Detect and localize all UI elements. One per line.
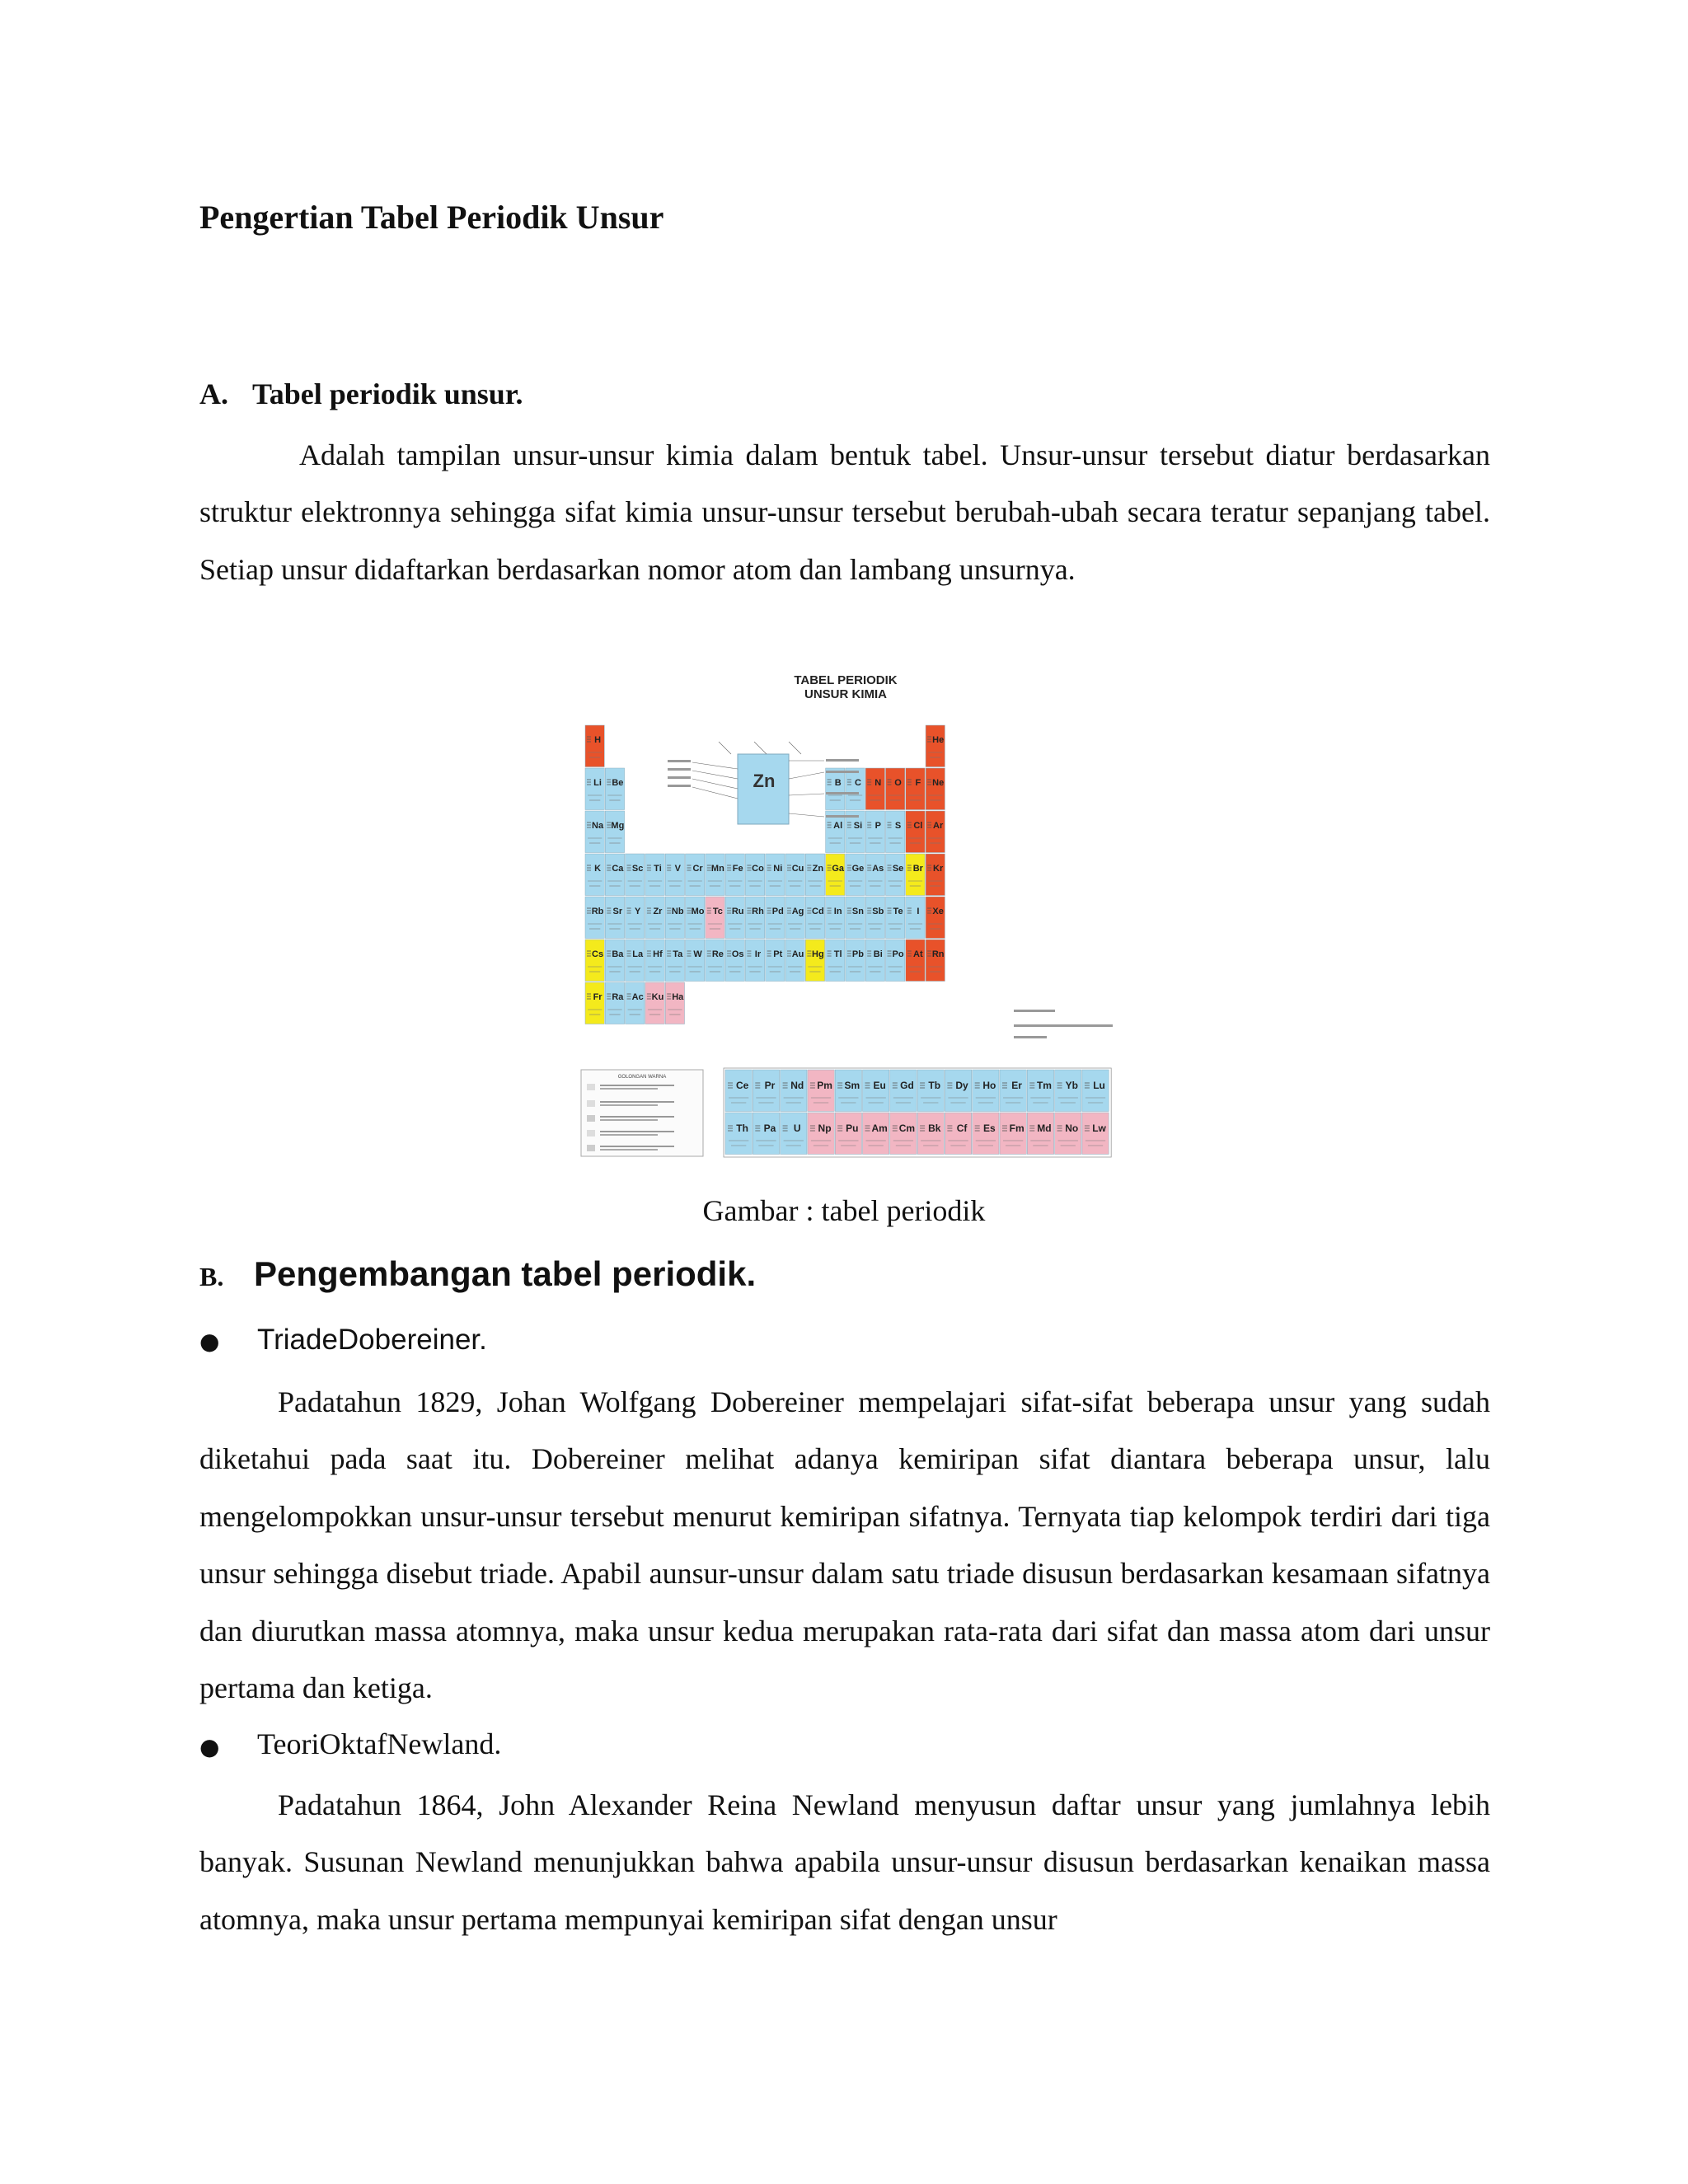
section-b-title: Pengembangan tabel periodik. — [254, 1254, 757, 1293]
element-cell — [645, 940, 664, 982]
element-symbol: He — [932, 735, 945, 745]
f-block-cell — [945, 1113, 971, 1155]
element-symbol: Cm — [898, 1122, 916, 1134]
element-symbol: Zr — [653, 907, 663, 916]
element-symbol: Y — [634, 907, 641, 916]
element-symbol: Be — [612, 778, 624, 788]
element-cell — [605, 897, 624, 939]
section-a-heading — [199, 377, 523, 411]
f-block-cell — [1000, 1070, 1026, 1112]
element-cell — [865, 940, 884, 982]
periodic-table-figure — [577, 663, 1212, 1162]
element-symbol: Pa — [763, 1122, 776, 1134]
element-symbol: Ir — [754, 949, 762, 959]
element-symbol: Md — [1037, 1122, 1052, 1134]
element-symbol: K — [594, 864, 602, 874]
element-symbol: Sr — [612, 907, 623, 916]
element-cell — [926, 940, 945, 982]
bullet-oktaf-title: TeoriOktafNewland. — [257, 1727, 502, 1760]
element-cell — [605, 768, 624, 810]
element-symbol: Fe — [732, 864, 743, 874]
element-cell — [626, 897, 645, 939]
legend-box — [581, 1070, 703, 1156]
legend-title: GOLONGAN WARNA — [617, 1075, 667, 1080]
element-cell — [846, 854, 865, 896]
element-cell — [926, 854, 945, 896]
element-symbol: Tl — [833, 949, 842, 959]
element-cell — [886, 897, 905, 939]
element-symbol: H — [594, 735, 602, 745]
section-b-label: B. — [199, 1262, 224, 1291]
element-symbol: La — [632, 949, 644, 959]
element-symbol: Cd — [812, 907, 824, 916]
element-symbol: F — [915, 778, 921, 788]
element-cell — [745, 940, 764, 982]
element-symbol: Yb — [1065, 1080, 1078, 1091]
element-cell — [686, 940, 705, 982]
element-cell — [805, 854, 824, 896]
element-symbol: Ha — [672, 992, 684, 1002]
f-block-cell — [808, 1113, 834, 1155]
element-cell — [826, 940, 845, 982]
element-symbol: Dy — [955, 1080, 968, 1091]
element-symbol: Lu — [1093, 1080, 1105, 1091]
element-symbol: Fm — [1009, 1122, 1025, 1134]
f-block-cell — [753, 1070, 779, 1112]
f-block-cell — [1027, 1113, 1053, 1155]
element-cell — [745, 854, 764, 896]
f-block-cell — [1055, 1113, 1081, 1155]
f-block-cell — [863, 1070, 889, 1112]
element-symbol: Fr — [593, 992, 603, 1002]
element-cell — [585, 725, 604, 767]
f-block-cell — [890, 1113, 917, 1155]
element-cell — [725, 854, 744, 896]
element-symbol: Rh — [752, 907, 764, 916]
f-block-cell — [725, 1070, 752, 1112]
element-symbol: B — [834, 778, 842, 788]
element-symbol: Am — [871, 1122, 888, 1134]
figure-caption: Gambar : tabel periodik — [702, 1194, 986, 1227]
element-cell — [785, 897, 804, 939]
element-symbol: Cf — [956, 1122, 968, 1134]
element-symbol: Ac — [631, 992, 644, 1002]
element-cell — [745, 897, 764, 939]
element-cell — [826, 854, 845, 896]
element-symbol: Te — [893, 907, 903, 916]
element-cell — [865, 854, 884, 896]
element-symbol: Sm — [844, 1080, 860, 1091]
element-symbol: Pb — [851, 949, 864, 959]
element-symbol: Ag — [791, 907, 804, 916]
element-cell — [846, 768, 865, 810]
element-cell — [926, 725, 945, 767]
element-cell — [766, 854, 785, 896]
element-symbol: Li — [593, 778, 602, 788]
element-cell — [645, 854, 664, 896]
element-cell — [785, 854, 804, 896]
element-cell — [906, 897, 925, 939]
element-symbol: Ne — [932, 778, 945, 788]
element-cell — [926, 768, 945, 810]
element-symbol: Np — [818, 1122, 832, 1134]
element-symbol: Os — [731, 949, 744, 959]
element-symbol: In — [833, 907, 842, 916]
element-symbol: Po — [892, 949, 904, 959]
element-cell — [626, 854, 645, 896]
page-title: Pengertian Tabel Periodik Unsur — [199, 199, 664, 236]
element-cell — [766, 897, 785, 939]
element-symbol: Mo — [691, 907, 705, 916]
section-a-label: A. — [199, 377, 228, 410]
element-symbol: Xe — [932, 907, 944, 916]
element-symbol: Si — [853, 821, 863, 831]
element-symbol: Cr — [692, 864, 703, 874]
element-cell — [706, 854, 724, 896]
element-cell — [665, 854, 684, 896]
element-cell — [585, 854, 604, 896]
element-cell — [846, 940, 865, 982]
element-cell — [906, 854, 925, 896]
element-cell — [826, 768, 845, 810]
periodic-table-image — [577, 663, 1212, 1162]
element-symbol: Ca — [612, 864, 624, 874]
element-symbol: Nd — [790, 1080, 804, 1091]
element-symbol: Sn — [851, 907, 864, 916]
f-block-cell — [1055, 1070, 1081, 1112]
element-symbol: As — [872, 864, 884, 874]
f-block-cell — [1000, 1113, 1026, 1155]
element-symbol: Zn — [812, 864, 824, 874]
element-cell — [805, 940, 824, 982]
f-block-cell — [1082, 1070, 1109, 1112]
section-a-paragraph — [199, 427, 1490, 598]
element-symbol: Tm — [1036, 1080, 1052, 1091]
f-block-cell — [781, 1113, 807, 1155]
element-symbol: Mn — [710, 864, 724, 874]
bullet-triade — [199, 1324, 487, 1357]
element-symbol: P — [874, 821, 881, 831]
f-block-cell — [917, 1070, 944, 1112]
element-cell — [926, 897, 945, 939]
f-block-cell — [863, 1113, 889, 1155]
element-symbol: Ba — [612, 949, 624, 959]
element-symbol: Pm — [817, 1080, 832, 1091]
element-cell — [785, 940, 804, 982]
element-symbol: Ho — [982, 1080, 996, 1091]
element-cell — [665, 940, 684, 982]
element-symbol: Pd — [771, 907, 784, 916]
element-symbol: Br — [912, 864, 923, 874]
element-cell — [706, 897, 724, 939]
element-symbol: Bi — [873, 949, 883, 959]
element-symbol: Au — [791, 949, 804, 959]
element-symbol: Se — [892, 864, 904, 874]
element-symbol: Es — [983, 1122, 996, 1134]
element-cell — [865, 897, 884, 939]
bullet-triade-title: TriadeDobereiner. — [257, 1324, 487, 1356]
element-symbol: Pt — [773, 949, 783, 959]
element-symbol: Th — [736, 1122, 748, 1134]
element-symbol: V — [674, 864, 681, 874]
element-symbol: Cu — [791, 864, 804, 874]
oktaf-text: Padatahun 1864, John Alexander Reina Newland menyusun daftar unsur yang jumlahnya lebih banyak. Susunan Newland menunjukkan bahwa apabila unsur-unsur disusun berdasarkan kenaikan massa atomnya, maka unsur pertama mempunyai kemiripan sifat dengan unsur — [199, 1788, 1490, 1936]
element-symbol: W — [693, 949, 702, 959]
element-cell — [626, 940, 645, 982]
element-symbol: Eu — [873, 1080, 886, 1091]
element-cell — [626, 982, 645, 1024]
element-symbol: Al — [833, 821, 843, 831]
element-cell — [686, 897, 705, 939]
bullet-oktaf — [199, 1727, 501, 1761]
element-cell — [926, 811, 945, 853]
f-block-cell — [890, 1070, 917, 1112]
section-b-heading — [199, 1254, 756, 1294]
element-symbol: Sb — [872, 907, 884, 916]
element-symbol: Ar — [933, 821, 944, 831]
element-symbol: S — [894, 821, 902, 831]
element-symbol: Ni — [773, 864, 783, 874]
element-symbol: Ta — [673, 949, 683, 959]
f-block-cell — [973, 1070, 999, 1112]
element-cell — [906, 940, 925, 982]
f-block-cell — [835, 1113, 861, 1155]
element-cell — [645, 897, 664, 939]
element-cell — [725, 940, 744, 982]
element-symbol: N — [874, 778, 882, 788]
element-symbol: I — [917, 907, 920, 916]
element-symbol: Cl — [913, 821, 923, 831]
element-cell — [686, 854, 705, 896]
element-symbol: C — [854, 778, 861, 788]
element-cell — [605, 982, 624, 1024]
element-symbol: Tc — [712, 907, 723, 916]
element-symbol: Ku — [651, 992, 664, 1002]
element-cell — [865, 811, 884, 853]
f-block-cell — [973, 1113, 999, 1155]
element-symbol: Gd — [900, 1080, 914, 1091]
element-symbol: Bk — [928, 1122, 941, 1134]
sample-element-symbol: Zn — [753, 771, 776, 791]
element-symbol: Ge — [851, 864, 865, 874]
element-cell — [585, 940, 604, 982]
section-a-text: Adalah tampilan unsur-unsur kimia dalam bentuk tabel. Unsur-unsur tersebut diatur berdasarkan struktur elektronnya sehingga sifat kimia unsur-unsur tersebut berubah-ubah secara teratur sepanjang tabel. Setiap unsur didaftarkan berdasarkan nomor atom dan lambang unsurnya. — [199, 438, 1490, 586]
element-cell — [805, 897, 824, 939]
element-cell — [826, 897, 845, 939]
f-block-cell — [808, 1070, 834, 1112]
element-symbol: Pr — [764, 1080, 776, 1091]
element-cell — [585, 982, 604, 1024]
element-symbol: Ru — [731, 907, 744, 916]
element-symbol: Ga — [832, 864, 845, 874]
element-cell — [906, 811, 925, 853]
f-block-cell — [1027, 1070, 1053, 1112]
element-cell — [886, 854, 905, 896]
element-symbol: Ce — [735, 1080, 749, 1091]
element-cell — [605, 854, 624, 896]
element-symbol: Re — [711, 949, 724, 959]
element-symbol: At — [913, 949, 923, 959]
element-cell — [886, 940, 905, 982]
f-block-cell — [917, 1113, 944, 1155]
f-block-cell — [725, 1113, 752, 1155]
triade-paragraph — [199, 1374, 1490, 1717]
element-symbol: Hg — [812, 949, 824, 959]
element-cell — [605, 811, 624, 853]
element-symbol: Tb — [928, 1080, 941, 1091]
element-cell — [665, 897, 684, 939]
element-symbol: Mg — [611, 821, 625, 831]
f-block-cell — [835, 1070, 861, 1112]
element-symbol: U — [793, 1122, 801, 1134]
element-cell — [605, 940, 624, 982]
f-block-cell — [753, 1113, 779, 1155]
element-cell — [846, 897, 865, 939]
bullet-icon: ● — [199, 1733, 220, 1761]
element-symbol: Co — [752, 864, 764, 874]
element-symbol: Nb — [671, 907, 684, 916]
element-cell — [886, 811, 905, 853]
f-block-cell — [781, 1070, 807, 1112]
element-symbol: Ti — [654, 864, 662, 874]
element-cell — [906, 768, 925, 810]
element-symbol: Cs — [592, 949, 604, 959]
element-cell — [665, 982, 684, 1024]
element-cell — [585, 897, 604, 939]
figure-title-1: TABEL PERIODIK — [794, 673, 898, 687]
element-symbol: Na — [592, 821, 604, 831]
oktaf-paragraph — [199, 1777, 1490, 1948]
bullet-icon: ● — [199, 1328, 220, 1356]
element-symbol: O — [894, 778, 902, 788]
element-symbol: Pu — [846, 1122, 859, 1134]
element-symbol: Rb — [591, 907, 604, 916]
element-cell — [865, 768, 884, 810]
triade-text: Padatahun 1829, Johan Wolfgang Dobereiner mempelajari sifat-sifat beberapa unsur yang sudah diketahui pada saat itu. Dobereiner melihat adanya kemiripan sifat diantara beberapa unsur, lalu mengelompokkan unsur-unsur tersebut menurut kemiripan sifatnya. Ternyata tiap kelompok terdiri dari tiga unsur sehingga disebut triade. Apabil aunsur-unsur dalam satu triade disusun berdasarkan kesamaan sifatnya dan diurutkan massa atomnya, maka unsur kedua merupakan rata-rata dari sifat dan massa atom dari unsur pertama dan ketiga. — [199, 1385, 1490, 1705]
element-cell — [585, 768, 604, 810]
figure-title-2: UNSUR KIMIA — [804, 687, 887, 701]
element-symbol: Er — [1011, 1080, 1022, 1091]
element-symbol: No — [1065, 1122, 1079, 1134]
element-cell — [725, 897, 744, 939]
element-symbol: Lw — [1092, 1122, 1106, 1134]
element-cell — [706, 940, 724, 982]
element-cell — [886, 768, 905, 810]
element-symbol: Rn — [931, 949, 945, 959]
f-block-cell — [945, 1070, 971, 1112]
f-block-cell — [1082, 1113, 1109, 1155]
element-symbol: Ra — [612, 992, 624, 1002]
element-cell — [585, 811, 604, 853]
element-symbol: Sc — [631, 864, 644, 874]
element-cell — [766, 940, 785, 982]
element-cell — [645, 982, 664, 1024]
section-a-title: Tabel periodik unsur. — [252, 377, 523, 410]
element-symbol: Kr — [933, 864, 944, 874]
element-symbol: Hf — [653, 949, 663, 959]
